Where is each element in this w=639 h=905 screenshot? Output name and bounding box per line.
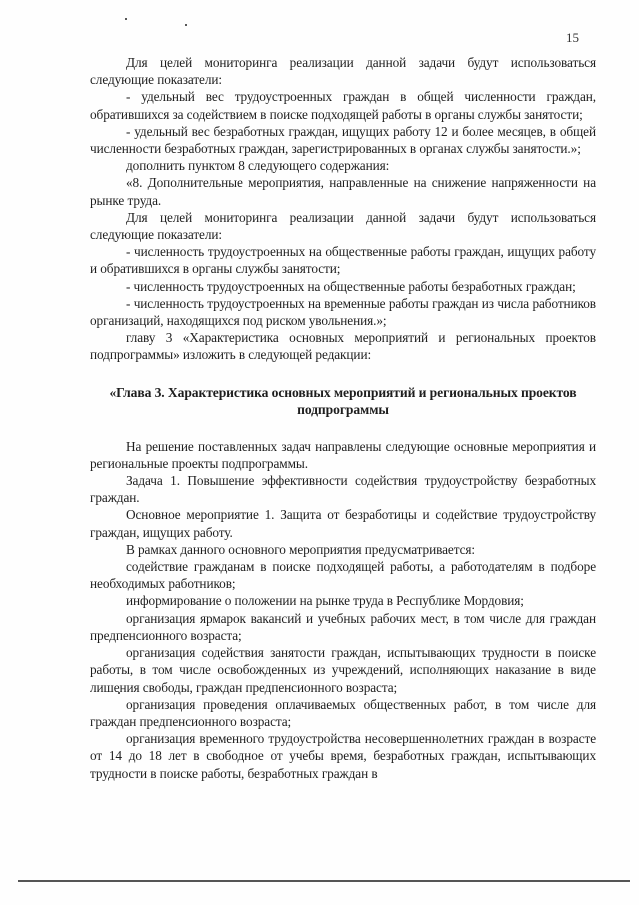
paragraph: информирование о положении на рынке труда в Республике Мордовия;: [126, 593, 524, 609]
paragraph: В рамках данного основного мероприятия предусматривается:: [126, 541, 476, 557]
chapter-heading: «Глава 3. Характеристика основных мероприятий и региональных проектов подпрограммы: [109, 384, 577, 417]
paragraph: - численность трудоустроенных на общественные работы граждан, ищущих работу и обратившихся в органы службы занятости;: [90, 244, 596, 277]
scan-edge-line: [18, 880, 630, 882]
paragraph: главу 3 «Характеристика основных мероприятий и региональных проектов подпрограммы» изложить в следующей редакции:: [90, 330, 596, 363]
paragraph: - удельный вес безработных граждан, ищущих работу 12 и более месяцев, в общей численности безработных граждан, зарегистрированных в органах службы занятости.»;: [90, 123, 596, 157]
paragraph: - численность трудоустроенных на общественные работы безработных граждан;: [126, 278, 576, 294]
paragraph: На решение поставленных задач направлены следующие основные мероприятия и региональные проекты подпрограммы.: [90, 438, 596, 471]
paragraph: - численность трудоустроенных на временные работы граждан из числа работников организаций, находящихся под риском увольнения.»;: [90, 295, 596, 329]
scan-speck: [185, 24, 187, 26]
paragraph: Основное мероприятие 1. Защита от безработицы и содействие трудоустройству граждан, ищущих работу.: [90, 507, 596, 540]
paragraph: организация временного трудоустройства несовершеннолетних граждан в возрасте от 14 до 18 лет в свободное от учебы время, безработных граждан, испытывающих трудности в поиске работы, безработных граждан в: [90, 731, 596, 781]
paragraph: организация ярмарок вакансий и учебных рабочих мест, в том числе для граждан предпенсионного возраста;: [90, 610, 596, 643]
paragraph: организация содействия занятости граждан, испытывающих трудности в поиске работы, в том числе освобожденных из учреждений, исполняющих наказание в виде лишения свободы, граждан предпенсионного возраста;: [90, 645, 596, 695]
paragraph: «8. Дополнительные мероприятия, направленные на снижение напряженности на рынке труда.: [90, 175, 596, 208]
document-body: [90, 54, 596, 782]
page-number: 15: [566, 30, 579, 45]
paragraph: Для целей мониторинга реализации данной задачи будут использоваться следующие показатели:: [90, 55, 596, 88]
paragraph: организация проведения оплачиваемых общественных работ, в том числе для граждан предпенсионного возраста;: [90, 696, 596, 729]
paragraph: - удельный вес трудоустроенных граждан в общей численности граждан, обратившихся за содействием в поиске подходящей работы в органы службы занятости;: [90, 89, 596, 122]
paragraph: Для целей мониторинга реализации данной задачи будут использоваться следующие показатели:: [90, 209, 596, 243]
paragraph: дополнить пунктом 8 следующего содержания:: [126, 158, 390, 174]
scan-speck: [125, 18, 127, 20]
paragraph: Задача 1. Повышение эффективности содействия трудоустройству безработных граждан.: [90, 473, 596, 506]
paragraph: содействие гражданам в поиске подходящей работы, а работодателям в подборе необходимых работников;: [90, 559, 596, 592]
